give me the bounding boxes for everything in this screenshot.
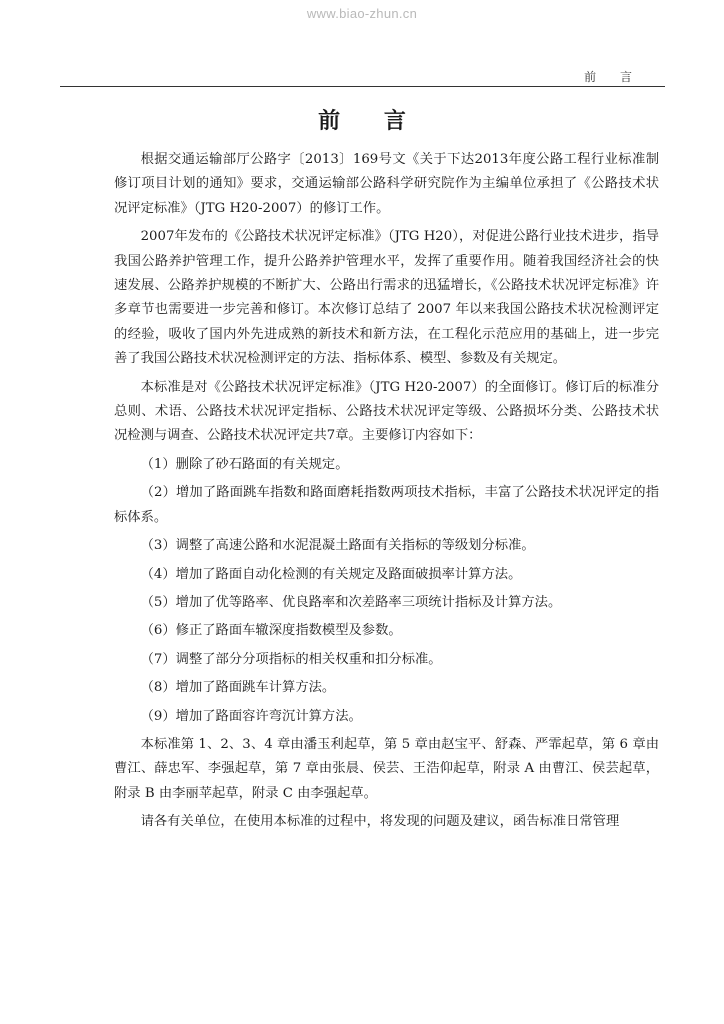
running-header: 前 言 bbox=[584, 70, 642, 84]
revision-item: （6）修正了路面车辙深度指数模型及参数。 bbox=[140, 623, 402, 639]
paragraph-scope: 本标准是对《公路技术状况评定标准》（JTG H20-2007）的全面修订。修订后的标准分总则、术语、公路技术状况评定指标、公路技术状况评定等级、公路损坏分类、公路技术状况检测与调查、公路技术状况评定共7章。主要修订内容如下： bbox=[114, 379, 659, 444]
revision-item: （1）删除了砂石路面的有关规定。 bbox=[140, 456, 349, 472]
revision-item: （7）调整了部分分项指标的相关权重和扣分标准。 bbox=[140, 651, 442, 667]
revision-item: （8）增加了路面跳车计算方法。 bbox=[140, 680, 336, 696]
page-title: 前 言 bbox=[318, 109, 424, 134]
watermark: www.biao-zhun.cn bbox=[306, 6, 418, 21]
paragraph-feedback: 请各有关单位，在使用本标准的过程中，将发现的问题及建议，函告标准日常管理 bbox=[140, 814, 620, 830]
revision-item: （3）调整了高速公路和水泥混凝土路面有关指标的等级划分标准。 bbox=[140, 538, 535, 554]
revision-item: （2）增加了路面跳车指数和路面磨耗指数两项技术指标，丰富了公路技术状况评定的指标体系。 bbox=[114, 485, 659, 525]
revision-item: （4）增加了路面自动化检测的有关规定及路面破损率计算方法。 bbox=[140, 566, 522, 582]
paragraph-history: 2007年发布的《公路技术状况评定标准》（JTG H20），对促进公路行业技术进步，指导我国公路养护管理工作，提升公路养护管理水平，发挥了重要作用。随着我国经济社会的快速发展、公路养护规模的不断扩大、公路出行需求的迅猛增长，《公路技术状况评定标准》许多章节也需要进一步完善和修订。本次修订总结了 2007 年以来我国公路技术状况检测评定的经验，吸收了国内外先进成熟的新技术和新方法，在工程化示范应用的基础上，进一步完善了我国公路技术状况检测评定的方法、指标体系、模型、参数及有关规定。 bbox=[114, 229, 659, 367]
paragraph-background: 根据交通运输部厅公路字〔2013〕169号文《关于下达2013年度公路工程行业标准制修订项目计划的通知》要求，交通运输部公路科学研究院作为主编单位承担了《公路技术状况评定标准》（JTG H20-2007）的修订工作。 bbox=[114, 152, 659, 216]
revision-item: （9）增加了路面容许弯沉计算方法。 bbox=[140, 708, 362, 724]
preface-body bbox=[114, 148, 659, 839]
paragraph-authors: 本标准第 1、2、3、4 章由潘玉利起草，第 5 章由赵宝平、舒森、严霏起草，第 6 章由曹江、薛忠军、李强起草，第 7 章由张晨、侯芸、王浩仰起草，附录 A 由曹江、侯芸起草，附录 B 由李丽苹起草，附录 C 由李强起草。 bbox=[114, 736, 659, 801]
header-rule bbox=[60, 86, 665, 87]
revision-item: （5）增加了优等路率、优良路率和次差路率三项统计指标及计算方法。 bbox=[140, 594, 562, 610]
